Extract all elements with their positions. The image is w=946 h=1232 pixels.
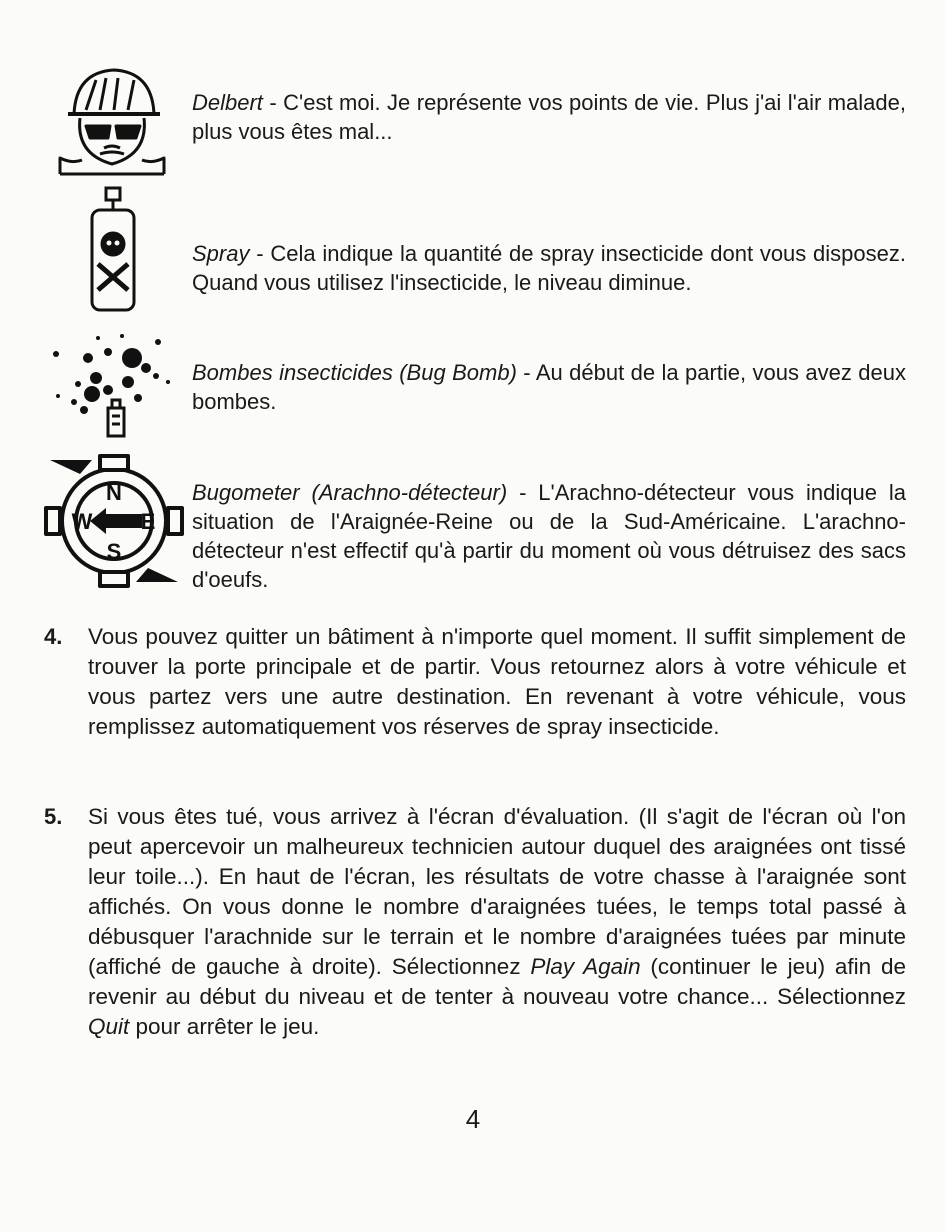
page-number: 4 bbox=[465, 1104, 481, 1134]
delbert-face-icon bbox=[52, 64, 172, 176]
spray-text: - Cela indique la quantité de spray insecticide dont vous disposez. Quand vous utilisez l'insecticide, le niveau diminue. bbox=[192, 241, 906, 295]
bugometer-term: Bugometer (Arachno-détecteur) bbox=[192, 480, 508, 505]
bomb-text: - Au début de la partie, vous avez deux bombes. bbox=[192, 360, 906, 414]
delbert-text: - C'est moi. Je représente vos points de vie. Plus j'ai l'air malade, plus vous êtes mal... bbox=[192, 90, 906, 144]
item-text: Vous pouvez quitter un bâtiment à n'importe quel moment. Il suffit simplement de trouver la porte principale et de partir. Vous retournez alors à votre véhicule et vous partez vers une autre destination. En revenant à votre véhicule, vous remplissez automatiquement vos réserves de spray insecticide. bbox=[88, 624, 906, 739]
compass-east-letter: E bbox=[140, 509, 156, 534]
item-number: 5. bbox=[44, 804, 63, 829]
item-text-part-2: (continuer le jeu) afin de revenir au début du niveau et de tenter à nouveau votre chance... Sélectionnez bbox=[88, 954, 906, 1009]
spray-term: Spray bbox=[192, 241, 250, 266]
bug-bomb-icon bbox=[48, 328, 178, 440]
play-again-term: Play Again bbox=[530, 954, 641, 979]
spray-can-skull-icon bbox=[88, 186, 138, 314]
bomb-description bbox=[192, 358, 906, 416]
delbert-description bbox=[192, 88, 906, 146]
item-text bbox=[88, 802, 906, 1042]
bomb-term: Bombes insecticides (Bug Bomb) bbox=[192, 360, 517, 385]
bugometer-compass-icon bbox=[44, 454, 184, 588]
item-text-part-1: Si vous êtes tué, vous arrivez à l'écran d'évaluation. (Il s'agit de l'écran où l'on peut apercevoir un malheureux technicien autour duquel des araignées ont tissé leur toile...). En haut de l'écran, les résultats de votre chasse à l'araignée sont affichés. On vous donne le nombre d'araignées tuées, le temps total passé à débusquer l'arachnide sur le terrain et le nombre d'araignées tuées par minute (affiché de gauche à droite). Sélectionnez bbox=[88, 804, 906, 979]
item-text-part-3: pour arrêter le jeu. bbox=[129, 1014, 320, 1039]
delbert-term: Delbert bbox=[192, 90, 263, 115]
numbered-item-5 bbox=[44, 802, 906, 1042]
quit-term: Quit bbox=[88, 1014, 130, 1039]
bugometer-text: - L'Arachno-détecteur vous indique la situation de l'Araignée-Reine ou de la Sud-Américaine. L'arachno-détecteur n'est effectif qu'à partir du moment où vous détruisez des sacs d'oeufs. bbox=[192, 480, 906, 592]
compass-west-letter: W bbox=[71, 509, 93, 534]
compass-south-letter: S bbox=[106, 539, 122, 564]
bugometer-description bbox=[192, 478, 906, 594]
item-number: 4. bbox=[44, 624, 63, 649]
spray-description bbox=[192, 239, 906, 297]
compass-north-letter: N bbox=[106, 480, 122, 505]
numbered-item-4 bbox=[44, 622, 906, 742]
